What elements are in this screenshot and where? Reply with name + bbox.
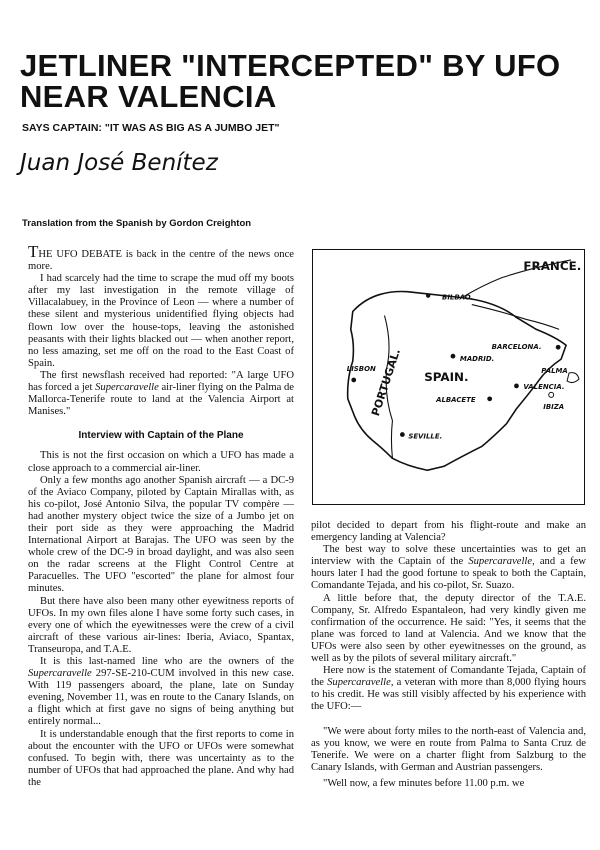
- paragraph: I had scarcely had the time to scrape the mud off my boots after my last investigation in the remote village of Villacalabuey, in the Province of Leon — where a number of these silent and mysterious unidentified flying objects had flown low over the house-tops, leaving the astonished peasants with their lights blacked out — when another report, no less amazing, set me off on the road to the East Coast of Spain.: [28, 273, 294, 369]
- map-label-albacete: ALBACETE: [436, 395, 476, 404]
- paragraph: [311, 665, 586, 713]
- seville-dot: [400, 432, 405, 437]
- map-label-madrid: MADRID.: [459, 355, 495, 364]
- paragraph: But there have also been many other eyewitness reports of UFOs. In my own files alone I have some forty such cases, in every one of which the eyewitnesses were the crew of a civil aircraft of these various air-lines: Iberia, Aviaco, Spantax, Transeuropa, and T.A.E.: [28, 595, 294, 655]
- map-label-barcelona: BARCELONA.: [491, 343, 542, 352]
- madrid-dot: [451, 354, 456, 359]
- paragraph-text: The first newsflash received had reported: "A large UFO has forced a jet: [28, 369, 294, 394]
- map-label-lisbon: LISBON: [346, 365, 376, 374]
- paragraph: [28, 242, 294, 273]
- left-column: [28, 242, 294, 789]
- paragraph: [311, 544, 586, 592]
- section-heading: Interview with Captain of the Plane: [78, 430, 244, 442]
- paragraph-text: Here now is the statement of Comandante Tejada, Captain of the: [311, 665, 586, 689]
- map-label-seville: SEVILLE.: [408, 432, 443, 441]
- iberia-map: [312, 249, 585, 505]
- paragraph-text: HE UFO DEBATE is back in the centre of the news once more.: [28, 249, 294, 273]
- paragraph: This is not the first occasion on which a UFO has made a close approach to a commercial air-liner.: [28, 450, 294, 474]
- map-label-france: FRANCE.: [523, 258, 582, 273]
- paragraph-text: The best way to solve these uncertainties was to get an interview with the Captain of the: [311, 544, 586, 568]
- barcelona-dot: [556, 345, 561, 350]
- map-label-bilbao: BILBAO.: [442, 293, 474, 302]
- map-label-spain: SPAIN.: [424, 369, 469, 384]
- paragraph: [28, 370, 294, 418]
- paragraph: Only a few months ago another Spanish aircraft — a DC-9 of the Aviaco Company, piloted by Captain Mirallas with, as his co-pilot, José Antonio Silva, the popular TV compère — had another mystery object twice the size of a Jumbo jet on their port side as they were approaching the Madrid International Airport at Barajas. The UFO was seen by the whole crew of the DC-9 in broad daylight, and was also seen on the radar screens at the Flight Control Centre at Paracuelles. The UFO "escorted" the plane for almost four minutes.: [28, 474, 294, 595]
- paragraph-text: , a veteran with more than 8,000 flying hours to his credit. He was still visibly affected by his experience with the UFO:—: [311, 677, 587, 713]
- map-label-palma: PALMA: [541, 367, 568, 376]
- albacete-dot: [487, 396, 492, 401]
- paragraph: "We were about forty miles to the north-east of Valencia and, as you know, we were en route from Palma to Santa Cruz de Tenerife. We were on a charter flight from Salzburg to the Canary Islands, with German and Austrian passengers.: [311, 725, 586, 773]
- mallorca-island: [567, 373, 579, 383]
- article-subtitle: SAYS CAPTAIN: "IT WAS AS BIG AS A JUMBO JET": [22, 122, 280, 134]
- lisbon-dot: [351, 378, 356, 383]
- paragraph: [28, 656, 294, 729]
- drop-cap: T: [28, 242, 39, 261]
- paragraph: pilot decided to depart from his flight-route and make an emergency landing at Valencia?: [311, 520, 586, 544]
- paragraph-text: 297-SE-210-CUM involved in this new case. With 119 passengers aboard, the plane, late on Sunday evening, November 11, was en route to the Canary Islands, on a flight which at first gave no signs of being anything but entirely normal...: [28, 668, 294, 728]
- aircraft-name: Supercaravelle: [468, 556, 533, 568]
- right-column: [311, 520, 586, 790]
- map-label-ibiza: IBIZA: [543, 402, 565, 411]
- paragraph: A little before that, the deputy director of the T.A.E. Company, Sr. Alfredo Espantaleon, had very kindly given me confirmation of the occurrence. He said: "Yes, it seems that the plane was forced to land at Valencia. And we know that the UFOs were also seen by other eyewitnesses on the ground, as well as by the pilots of several military aircraft.": [311, 592, 586, 665]
- aircraft-name: Supercaravelle: [327, 677, 391, 689]
- paragraph-text: air-liner flying on the Palma de Mallorca-Tenerife route to land at the Valencia Airport at Manises.": [28, 382, 294, 418]
- paragraph: It is understandable enough that the first reports to come in about the encounter with the UFO or UFOs were somewhat confused. To begin with, there was uncertainty as to the number of UFOs that had approached the plane. And why had the: [28, 728, 294, 788]
- valencia-dot: [514, 384, 519, 389]
- ibiza-island: [549, 392, 554, 397]
- paragraph: "Well now, a few minutes before 11.00 p.m. we: [323, 777, 525, 789]
- map-label-portugal: PORTUGAL.: [369, 347, 404, 418]
- map-drawing: [313, 250, 584, 504]
- paragraph-text: It is this last-named line who are the owners of the: [40, 656, 294, 667]
- map-label-valencia: VALENCIA.: [523, 382, 565, 391]
- author-byline: Juan José Benítez: [20, 150, 218, 176]
- aircraft-name: Supercaravelle: [95, 382, 159, 394]
- bilbao-dot: [426, 293, 430, 297]
- article-title: JETLINER "INTERCEPTED" BY UFO NEAR VALENCIA: [20, 48, 561, 114]
- translator-credit: Translation from the Spanish by Gordon Creighton: [22, 218, 252, 229]
- aircraft-name: Supercaravelle: [28, 668, 92, 680]
- paragraph-text: , and a few hours later I had the good fortune to speak to both the Captain, Comandante Tejada, and his co-pilot, Sr. Suazo.: [311, 556, 586, 592]
